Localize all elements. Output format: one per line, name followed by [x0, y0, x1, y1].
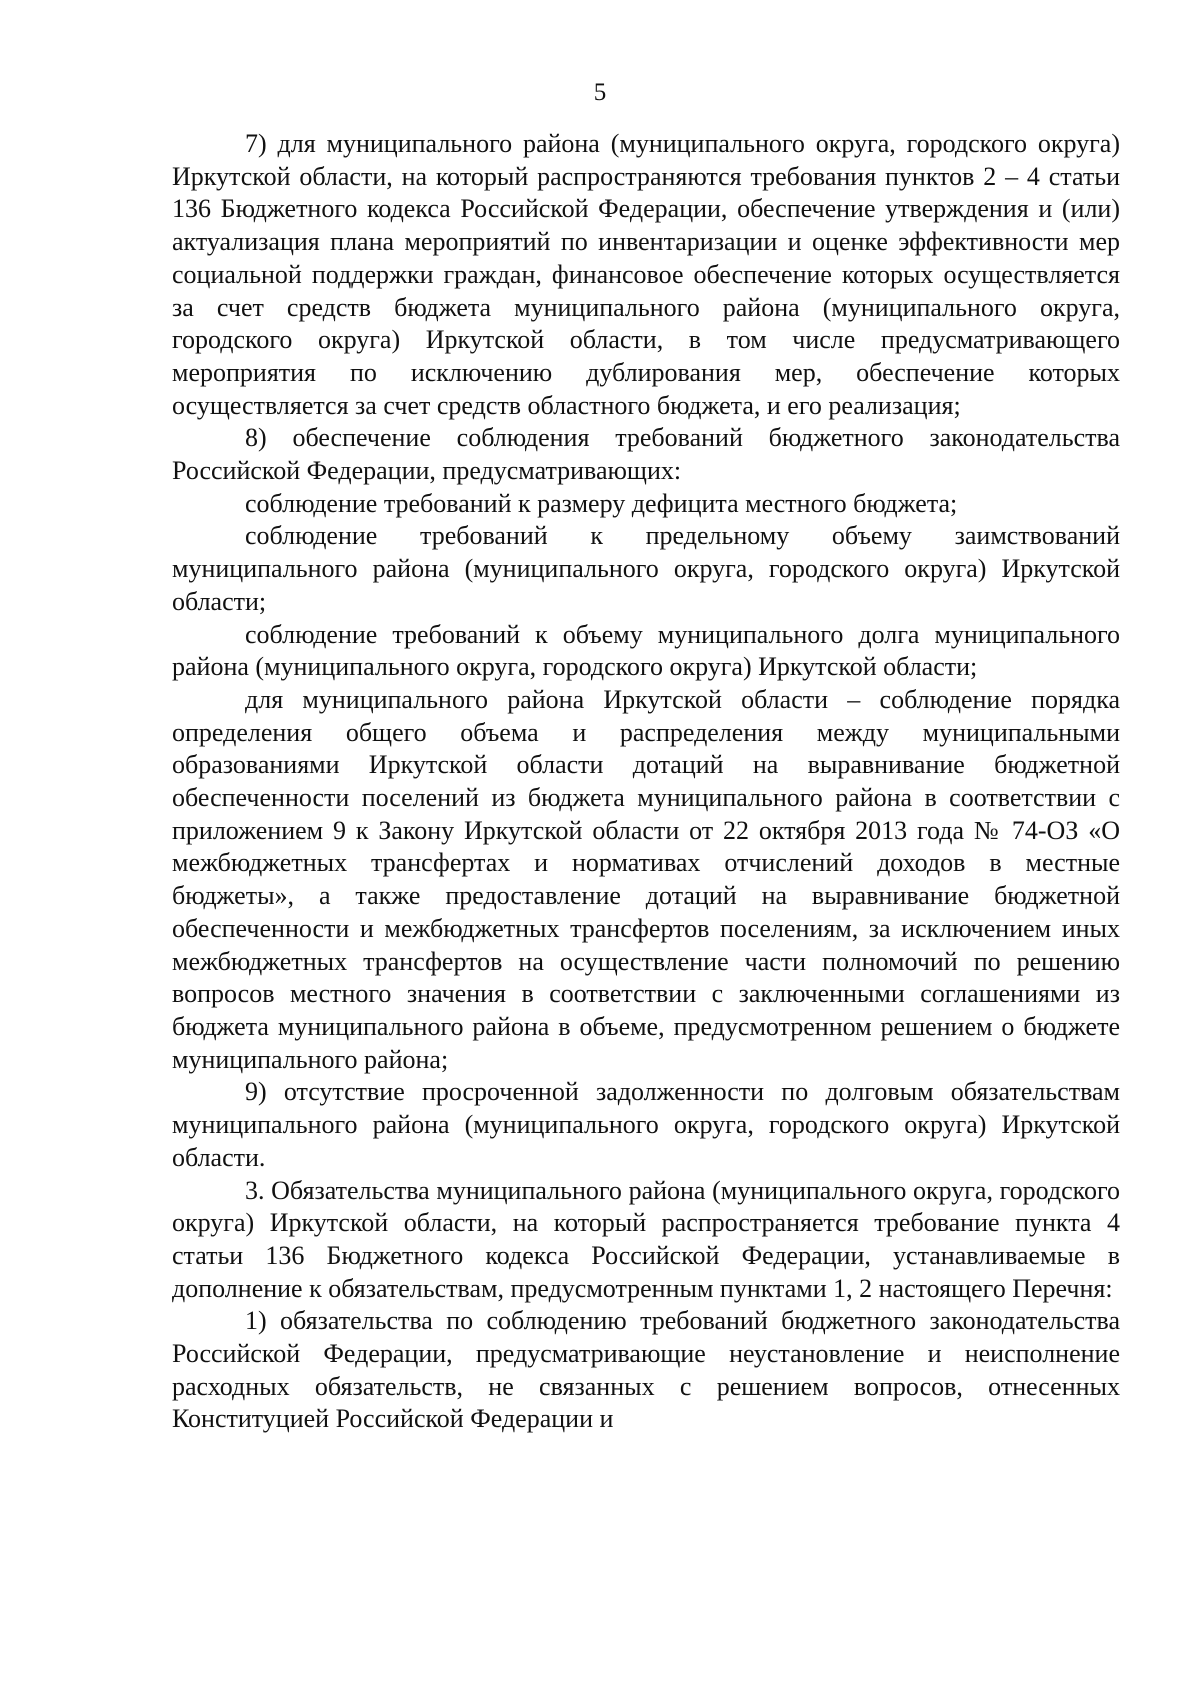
paragraph-debt-volume: соблюдение требований к объему муниципального долга муниципального района (муниципального округа, городского округа) Иркутской области;: [172, 619, 1120, 682]
paragraph-section-3-item-1: 1) обязательства по соблюдению требований бюджетного законодательства Российской Федерации, предусматривающие неустановление и неисполнение расходных обязательств, не связанных с решением вопросов, отнесенных Конституцией Российской Федерации и: [172, 1306, 1120, 1434]
paragraph-item-7: 7) для муниципального района (муниципального округа, городского округа) Иркутской области, на который распространяются требования пунктов 2 – 4 статьи 136 Бюджетного кодекса Российской Федерации, обеспечение утверждения и (или) актуализация плана мероприятий по инвентаризации и оценке эффективности мер социальной поддержки граждан, финансовое обеспечение которых осуществляется за счет средств бюджета муниципального района (муниципального округа, городского округа) Иркутской области, в том числе предусматривающего мероприятия по исключению дублирования мер, обеспечение которых осуществляется за счет средств областного бюджета, и его реализация;: [172, 129, 1120, 420]
paragraph-item-8: 8) обеспечение соблюдения требований бюджетного законодательства Российской Федерации, предусматривающих:: [172, 423, 1120, 486]
paragraph-section-3: 3. Обязательства муниципального района (муниципального округа, городского округа) Иркутской области, на который распространяется требование пункта 4 статьи 136 Бюджетного кодекса Российской Федерации, устанавливаемые в дополнение к обязательствам, предусмотренным пунктами 1, 2 настоящего Перечня:: [172, 1175, 1120, 1303]
paragraph-borrowing-limit: соблюдение требований к предельному объему заимствований муниципального района (муниципального округа, городского округа) Иркутской области;: [172, 521, 1120, 616]
page-number: 5: [593, 79, 607, 106]
paragraph-deficit: соблюдение требований к размеру дефицита местного бюджета;: [245, 488, 958, 518]
document-body: [172, 128, 1120, 1436]
paragraph-district-subsidies: для муниципального района Иркутской области – соблюдение порядка определения общего объема и распределения между муниципальными образованиями Иркутской области дотаций на выравнивание бюджетной обеспеченности поселений из бюджета муниципального района в соответствии с приложением 9 к Закону Иркутской области от 22 октября 2013 года № 74-ОЗ «О межбюджетных трансфертах и нормативах отчислений доходов в местные бюджеты», а также предоставление дотаций на выравнивание бюджетной обеспеченности и межбюджетных трансфертов поселениям, за исключением иных межбюджетных трансфертов на осуществление части полномочий по решению вопросов местного значения в соответствии с заключенными соглашениями из бюджета муниципального района в объеме, предусмотренном решением о бюджете муниципального района;: [172, 684, 1120, 1074]
paragraph-item-9: 9) отсутствие просроченной задолженности по долговым обязательствам муниципального района (муниципального округа, городского округа) Иркутской области.: [172, 1077, 1120, 1172]
